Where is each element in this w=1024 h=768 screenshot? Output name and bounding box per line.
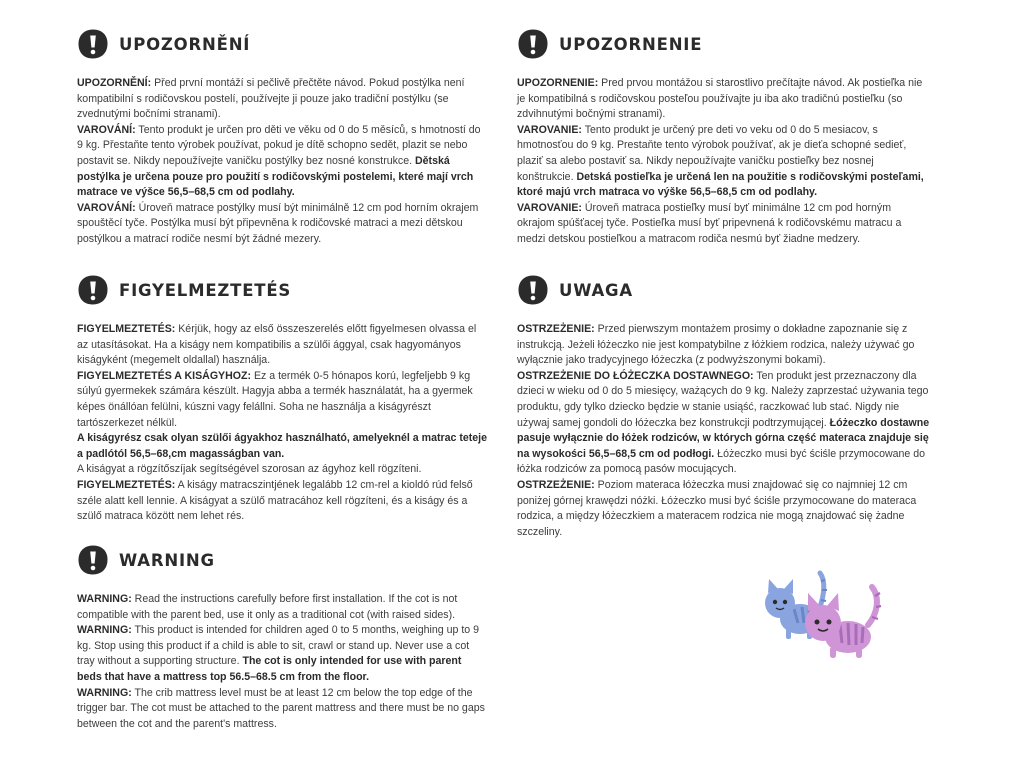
section-cz xyxy=(77,26,487,248)
label: FIGYELMEZTETÉS: xyxy=(77,478,176,491)
paragraph xyxy=(77,76,487,123)
label: VAROVANIE: xyxy=(517,201,582,214)
title-cz: UPOZORNĚNÍ xyxy=(119,34,251,54)
label: WARNING: xyxy=(77,593,132,605)
section-sk xyxy=(517,26,927,248)
body-sk xyxy=(517,76,927,248)
label: UPOZORNĚNÍ: xyxy=(77,77,152,89)
paragraph xyxy=(77,686,487,733)
paragraph xyxy=(517,76,927,123)
text: Tento produkt je určený pre deti vo veku od 0 do 5 mesiacov, s hmotnosťou do 9 kg. Prestaňte tento výrobok používať, ak je dieťa schopné sedieť, plaziť sa alebo postaviť sa. Nikdy nepoužívajte vaničku postieľky bez nosnej konštrukcie. xyxy=(517,123,907,183)
text: Tento produkt je určen pro děti ve věku od 0 do 5 měsíců, s hmotností do 9 kg. Přestaňte tento výrobek používat, pokud je dítě schopno sedět, plazit se nebo postavit se. Nikdy nepoužívejte vaničku postýlky bez nosné konstrukce. xyxy=(77,123,481,167)
heading-cz xyxy=(77,26,487,62)
title-sk: UPOZORNENIE xyxy=(559,34,703,54)
cats-illustration xyxy=(760,565,885,665)
section-hu xyxy=(77,272,487,525)
text: Úroveň matrace postýlky musí být minimálně 12 cm pod horním okrajem spouštěcí tyče. Postýlka musí být připevněna k rodičovské matraci a mezi dětskou postýlkou a matrací rodiče nesmí být žádné mezery. xyxy=(77,201,479,245)
heading-sk xyxy=(517,26,927,62)
paragraph xyxy=(77,592,487,623)
paragraph xyxy=(517,322,932,369)
label: FIGYELMEZTETÉS: xyxy=(77,323,176,335)
label: FIGYELMEZTETÉS A KISÁGYHOZ: xyxy=(77,369,252,382)
emphasis: Łóżeczko dostawne pasuje wyłącznie do łóżek rodziców, w których górna część materaca znajduje się na wysokości 56,5–68,5 cm od podłogi. xyxy=(517,416,930,460)
text: Před první montáží si pečlivě přečtěte návod. Pokud postýlka není kompatibilní s rodičovskou postelí, používejte ji pouze jako tradiční postýlku (se zvednutými bočními stranami). xyxy=(77,77,465,121)
text: Úroveň matraca postieľky musí byť minimálne 12 cm pod horným okrajom spúšťacej tyče. Postieľka musí byť pripevnená k rodičovskému matracu a medzi detskou postieľkou a matracom rodiča nesmú byť žiadne medzery. xyxy=(517,201,902,245)
text: Pred prvou montážou si starostlivo prečítajte návod. Ak postieľka nie je kompatibilná s rodičovskou posteľou používajte ju iba ako tradičnú postieľku (so zdvihnutými bočnými stranami). xyxy=(517,77,923,121)
exclamation-icon xyxy=(77,544,109,576)
paragraph xyxy=(517,201,927,248)
body-en xyxy=(77,592,487,732)
label: OSTRZEŻENIE: xyxy=(517,478,595,491)
label: VAROVANIE: xyxy=(517,123,582,136)
label: VAROVÁNÍ: xyxy=(77,201,136,214)
label: WARNING: xyxy=(77,686,132,699)
text: Ten produkt jest przeznaczony dla dzieci w wieku od 0 do 5 miesięcy, ważących do 9 kg. Należy zaprzestać używania tego produktu, gdy tylko dziecko będzie w stanie usiąść, raczkować lub stać. Nigdy nie używaj samej gondoli do łóżeczka bez konstrukcji podtrzymującej. xyxy=(517,369,929,429)
emphasis: A kiságyrész csak olyan szülői ágyakhoz használható, amelyeknél a matrac teteje a padlótól 56,5–68,cm magasságban van. xyxy=(77,432,488,460)
text: Read the instructions carefully before first installation. If the cot is not compatible with the parent bed, use it only as a traditional cot (with raised sides). xyxy=(77,593,458,621)
paragraph xyxy=(517,478,932,540)
text: The crib mattress level must be at least 12 cm below the top edge of the trigger bar. The cot must be attached to the parent mattress and there must be no gaps between the cot and the parent's mattress. xyxy=(77,686,485,730)
text: Przed pierwszym montażem prosimy o dokładne zapoznanie się z instrukcją. Jeżeli łóżeczko nie jest kompatybilne z łóżkiem rodzica, należy używać go wyłącznie jako tradycyjnego łóżeczka (z podwyższonymi bokami). xyxy=(517,323,915,367)
label: UPOZORNENIE: xyxy=(517,77,599,89)
emphasis: Detská postieľka je určená len na použitie s rodičovskými posteľami, ktoré majú vrch matraca vo výške 56,5–68,5 cm od podlahy. xyxy=(517,170,924,199)
paragraph xyxy=(77,431,487,462)
exclamation-icon xyxy=(517,274,549,306)
emphasis: Dětská postýlka je určena pouze pro použití s rodičovskými postelemi, které mají vrch matrace ve výšce 56,5–68,5 cm od podlahy. xyxy=(77,154,474,199)
label: OSTRZEŻENIE DO ŁÓŻECZKA DOSTAWNEGO: xyxy=(517,369,754,382)
paragraph: A kiságyat a rögzítőszíjak segítségével szorosan az ágyhoz kell rögzíteni. xyxy=(77,463,422,476)
exclamation-icon xyxy=(77,274,109,306)
emphasis: The cot is only intended for use with parent beds that have a mattress top 56.5–68.5 cm from the floor. xyxy=(77,655,462,683)
paragraph xyxy=(77,322,487,369)
section-en xyxy=(77,542,487,732)
paragraph xyxy=(77,201,487,248)
text: This product is intended for children aged 0 to 5 months, weighing up to 9 kg. Stop using this product if a child is able to sit, crawl or stand up. Never use a cot tray without a supporting structure. xyxy=(77,624,479,668)
body-hu xyxy=(77,322,487,525)
exclamation-icon xyxy=(77,28,109,60)
text: A kiságy matracszintjének legalább 12 cm-rel a kioldó rúd felső széle alatt kell lennie. A kiságyat a szülő matracához kell rögzíteni, és a kiságy és a szülő matraca között nem lehet rés. xyxy=(77,478,473,523)
label: WARNING: xyxy=(77,624,132,637)
body-pl xyxy=(517,322,932,540)
heading-en xyxy=(77,542,487,578)
text: Kérjük, hogy az első összeszerelés előtt figyelmesen olvassa el az utasításokat. Ha a kiságy nem kompatibilis a szülői ággyal, csak hagyományos kiságyként (megemelt oldallal) használja. xyxy=(77,323,477,367)
title-pl: UWAGA xyxy=(559,280,633,300)
heading-pl xyxy=(517,272,932,308)
paragraph xyxy=(77,123,487,201)
paragraph xyxy=(77,478,487,525)
label: VAROVÁNÍ: xyxy=(77,123,136,136)
paragraph xyxy=(517,369,932,478)
pink-cat xyxy=(805,587,881,658)
text: Poziom materaca łóżeczka musi znajdować się co najmniej 12 cm poniżej górnej krawędzi nóżki. Łóżeczko musi być ściśle przymocowane do materaca rodzica, a między łóżeczkiem a materacem rodzica nie mogą znajdować się żadne szczeliny. xyxy=(517,478,917,538)
text: Ez a termék 0-5 hónapos korú, legfeljebb 9 kg súlyú gyermekek számára készült. Hagyja abba a termék használatát, ha a gyermek képes önállóan felülni, kúszni vagy felállni. Soha ne használja a kiságyrészt tartószerkezet nélkül. xyxy=(77,369,473,429)
section-pl xyxy=(517,272,932,540)
label: OSTRZEŻENIE: xyxy=(517,323,595,335)
text: Łóżeczko musi być ściśle przymocowane do łóżka rodziców za pomocą pasów mocujących. xyxy=(517,447,926,476)
paragraph xyxy=(517,123,927,201)
paragraph xyxy=(77,369,487,431)
title-hu: FIGYELMEZTETÉS xyxy=(119,280,292,300)
title-en: WARNING xyxy=(119,550,215,570)
paragraph xyxy=(77,623,487,685)
exclamation-icon xyxy=(517,28,549,60)
body-cz xyxy=(77,76,487,248)
heading-hu xyxy=(77,272,487,308)
